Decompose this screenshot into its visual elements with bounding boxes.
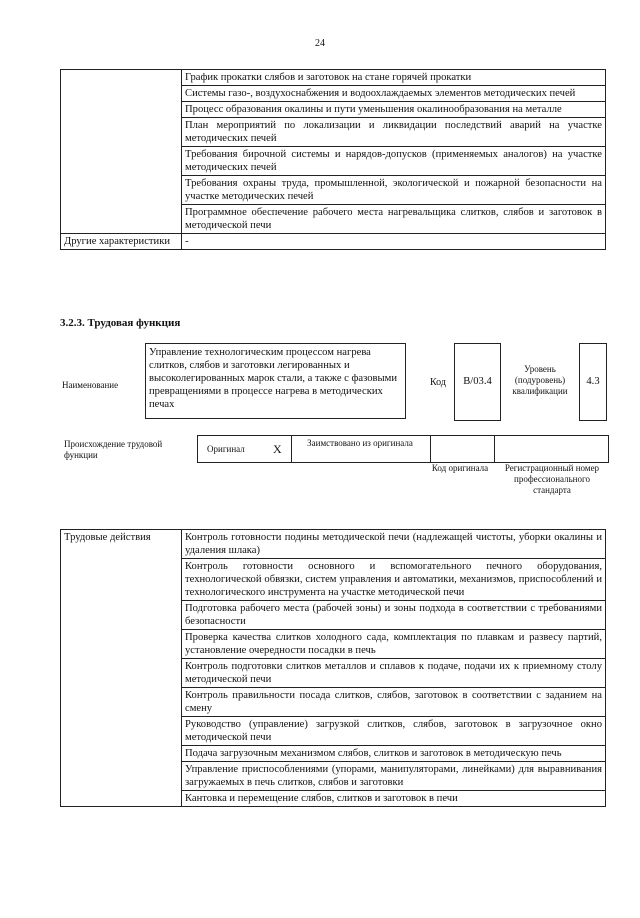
action-item: Руководство (управление) загрузкой слитков, слябов, заготовок в загрузочное окно методической печи [182,717,606,746]
actions-label: Трудовые действия [61,530,182,807]
action-item: Контроль подготовки слитков металлов и сплавов к подаче, подачи их к приемному столу методической печи [182,659,606,688]
page-number: 24 [315,38,325,49]
knowledge-item: Процесс образования окалины и пути уменьшения окалинообразования на металле [182,102,606,118]
action-item: Кантовка и перемещение слябов, слитков и заготовок в печи [182,791,606,807]
origin-box [197,435,609,463]
code-original-caption: Код оригинала [431,463,489,473]
level-label: Уровень (подуровень) квалификации [512,364,568,396]
action-item: Контроль правильности посада слитков, слябов, заготовок в соответствии с заданием на смену [182,688,606,717]
action-item: Управление приспособлениями (упорами, манипуляторами, линейками) для выравнивания загружаемых в печь слитков, слябов и заготовки [182,762,606,791]
knowledge-item: Системы газо-, воздухоснабжения и водоохлаждаемых элементов методических печей [182,86,606,102]
original-mark: X [273,442,282,456]
level-value: 4.3 [579,343,607,421]
table-row [61,234,606,250]
origin-label: Происхождение трудовой функции [64,439,163,460]
code-value: B/03.4 [454,343,501,421]
knowledge-item: График прокатки слябов и заготовок на стане горячей прокатки [182,70,606,86]
knowledge-item: План мероприятий по локализации и ликвидации последствий аварий на участке методических печей [182,118,606,147]
function-name-box [145,343,406,419]
row-label-cell [61,70,182,234]
divider [494,436,495,462]
divider [430,436,431,462]
action-item: Контроль готовности основного и вспомогательного печного оборудования, технологической обвязки, систем управления и автоматики, механизмов, приспособлений и технологического инструмента на участке методической печи [182,559,606,601]
action-item: Подача загрузочным механизмом слябов, слитков и заготовок в методическую печь [182,746,606,762]
knowledge-item: Требования охраны труда, промышленной, экологической и пожарной безопасности на участке методических печей [182,176,606,205]
original-label: Оригинал [207,444,245,454]
knowledge-table [60,69,606,250]
knowledge-item: Программное обеспечение рабочего места нагревальщика слитков, слябов и заготовок в методической печи [182,205,606,234]
function-name-text: Управление технологическим процессом нагрева слитков, слябов и заготовки легированных и высоколегированных марок стали, а также с фазовыми превращениями в процессе нагрева в методических печах [149,347,397,410]
actions-table [60,529,606,807]
borrowed-label: Заимствовано из оригинала [307,438,413,448]
action-item: Подготовка рабочего места (рабочей зоны) и зоны подхода в соответствии с требованиями безопасности [182,601,606,630]
code-label: Код [430,377,446,388]
knowledge-item: Требования бирочной системы и нарядов-допусков (применяемых аналогов) на участке методических печей [182,147,606,176]
table-row [61,530,606,559]
other-characteristics-label: Другие характеристики [61,234,182,250]
action-item: Проверка качества слитков холодного сада, комплектация по плавкам и развесу партий, установление очередности посадки в печь [182,630,606,659]
divider [291,436,292,462]
reg-number-caption: Регистрационный номер профессионального стандарта [504,463,600,495]
name-label: Наименование [62,380,119,390]
section-heading: 3.2.3. Трудовая функция [60,317,181,329]
table-row [61,70,606,86]
action-item: Контроль готовности подины методической печи (надлежащей чистоты, уборки окалины и удаления шлака) [182,530,606,559]
other-characteristics-value: - [182,234,606,250]
